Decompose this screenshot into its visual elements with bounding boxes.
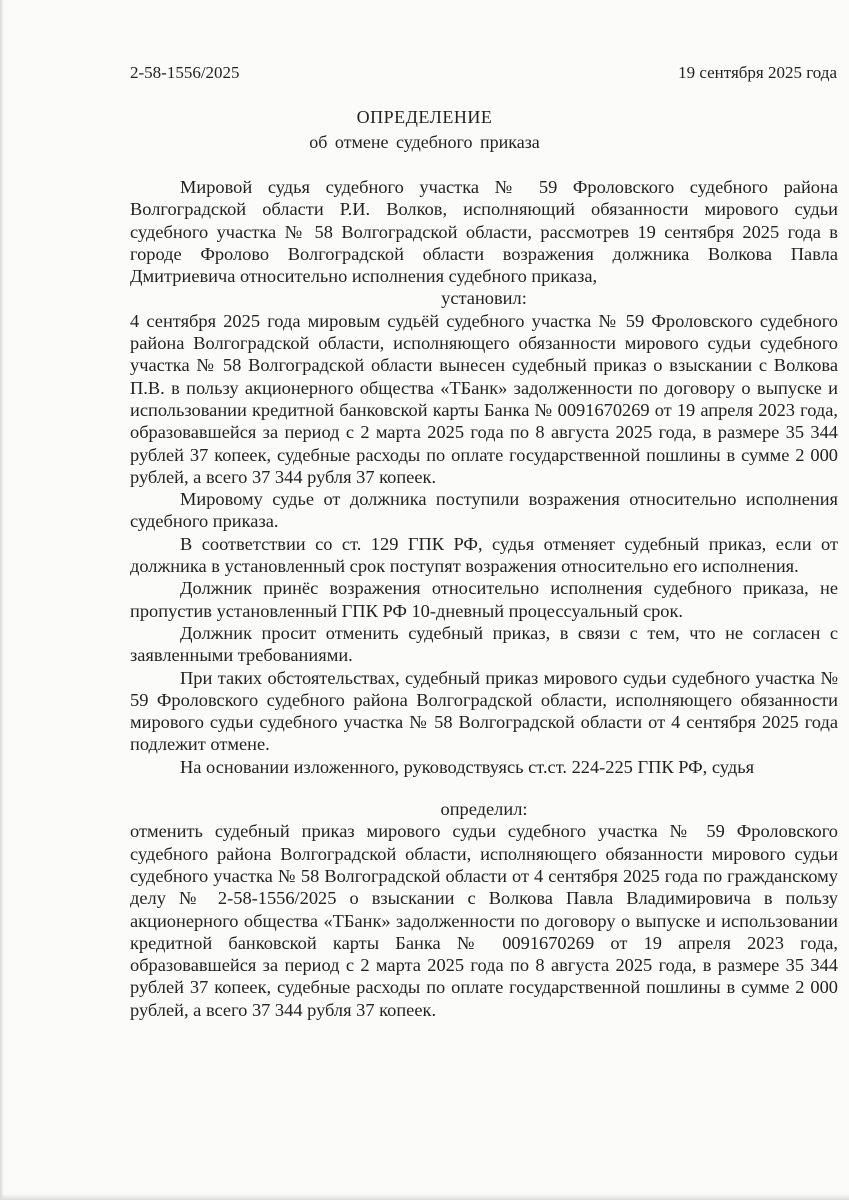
- scan-edge-left: [0, 0, 4, 1200]
- conclusion-paragraph: При таких обстоятельствах, судебный приказ мирового судьи судебного участка № 59 Фроловского судебного района Волгоградской области, исполняющего обязанности мирового судьи судебного участка № 58 Волгоградской области от 4 сентября 2025 года подлежит отмене.: [130, 667, 838, 755]
- ruling-paragraph: отменить судебный приказ мирового судьи судебного участка № 59 Фроловского судебного района Волгоградской области, исполняющего обязанности мирового судьи судебного участка № 58 Волгоградской области от 4 сентября 2025 года по гражданскому делу № 2-58-1556/2025 о взыскании с Волкова Павла Владимировича в пользу акционерного общества «ТБанк» задолженности по договору о выпуске и использовании кредитной банковской карты Банка № 0091670269 от 19 апреля 2023 года, образовавшейся за период с 2 марта 2025 года по 8 августа 2025 года, в размере 35 344 рублей 37 копеек, судебные расходы по оплате государственной пошлины в сумме 2 000 рублей, а всего 37 344 рубля 37 копеек.: [130, 821, 838, 1020]
- case-number: 2-58-1556/2025: [130, 63, 240, 82]
- scan-edge-bottom: [0, 1194, 849, 1200]
- debtor-request-paragraph: Должник просит отменить судебный приказ, в связи с тем, что не согласен с заявленными требованиями.: [130, 622, 838, 666]
- document-date: 19 сентября 2025 года: [678, 63, 837, 82]
- ruling-heading: определил:: [440, 799, 528, 820]
- basis-paragraph: На основании изложенного, руководствуясь ст.ст. 224-225 ГПК РФ, судья: [180, 756, 755, 777]
- document-subtitle: об отмене судебного приказа: [309, 132, 540, 152]
- objections-paragraph: Мировому судье от должника поступили возражения относительно исполнения судебного приказа.: [130, 489, 838, 532]
- established-heading: установил:: [441, 288, 527, 309]
- document-title: ОПРЕДЕЛЕНИЕ: [356, 107, 493, 127]
- law-reference-paragraph: В соответствии со ст. 129 ГПК РФ, судья отменяет судебный приказ, если от должника в установленный срок поступят возражения относительно его исполнения.: [130, 533, 838, 577]
- facts-paragraph: 4 сентября 2025 года мировым судьёй судебного участка № 59 Фроловского судебного района Волгоградской области, исполняющего обязанности мирового судьи судебного участка № 58 Волгоградской области вынесен судебный приказ о взыскании с Волкова П.В. в пользу акционерного общества «ТБанк» задолженности по договору о выпуске и использовании кредитной банковской карты Банка № 0091670269 от 19 апреля 2023 года, образовавшейся за период с 2 марта 2025 года по 8 августа 2025 года, в размере 35 344 рублей 37 копеек, судебные расходы по оплате государственной пошлины в сумме 2 000 рублей, а всего 37 344 рубля 37 копеек.: [130, 310, 838, 487]
- deadline-paragraph: Должник принёс возражения относительно исполнения судебного приказа, не пропустив установленный ГПК РФ 10-дневный процессуальный срок.: [130, 578, 838, 621]
- intro-paragraph: Мировой судья судебного участка № 59 Фроловского судебного района Волгоградской области Р.И. Волков, исполняющий обязанности мирового судьи судебного участка № 58 Волгоградской области, рассмотрев 19 сентября 2025 года в городе Фролово Волгоградской области возражения должника Волкова Павла Дмитриевича относительно исполнения судебного приказа,: [130, 177, 838, 287]
- document-body: [130, 176, 838, 1021]
- spacer: [130, 778, 838, 798]
